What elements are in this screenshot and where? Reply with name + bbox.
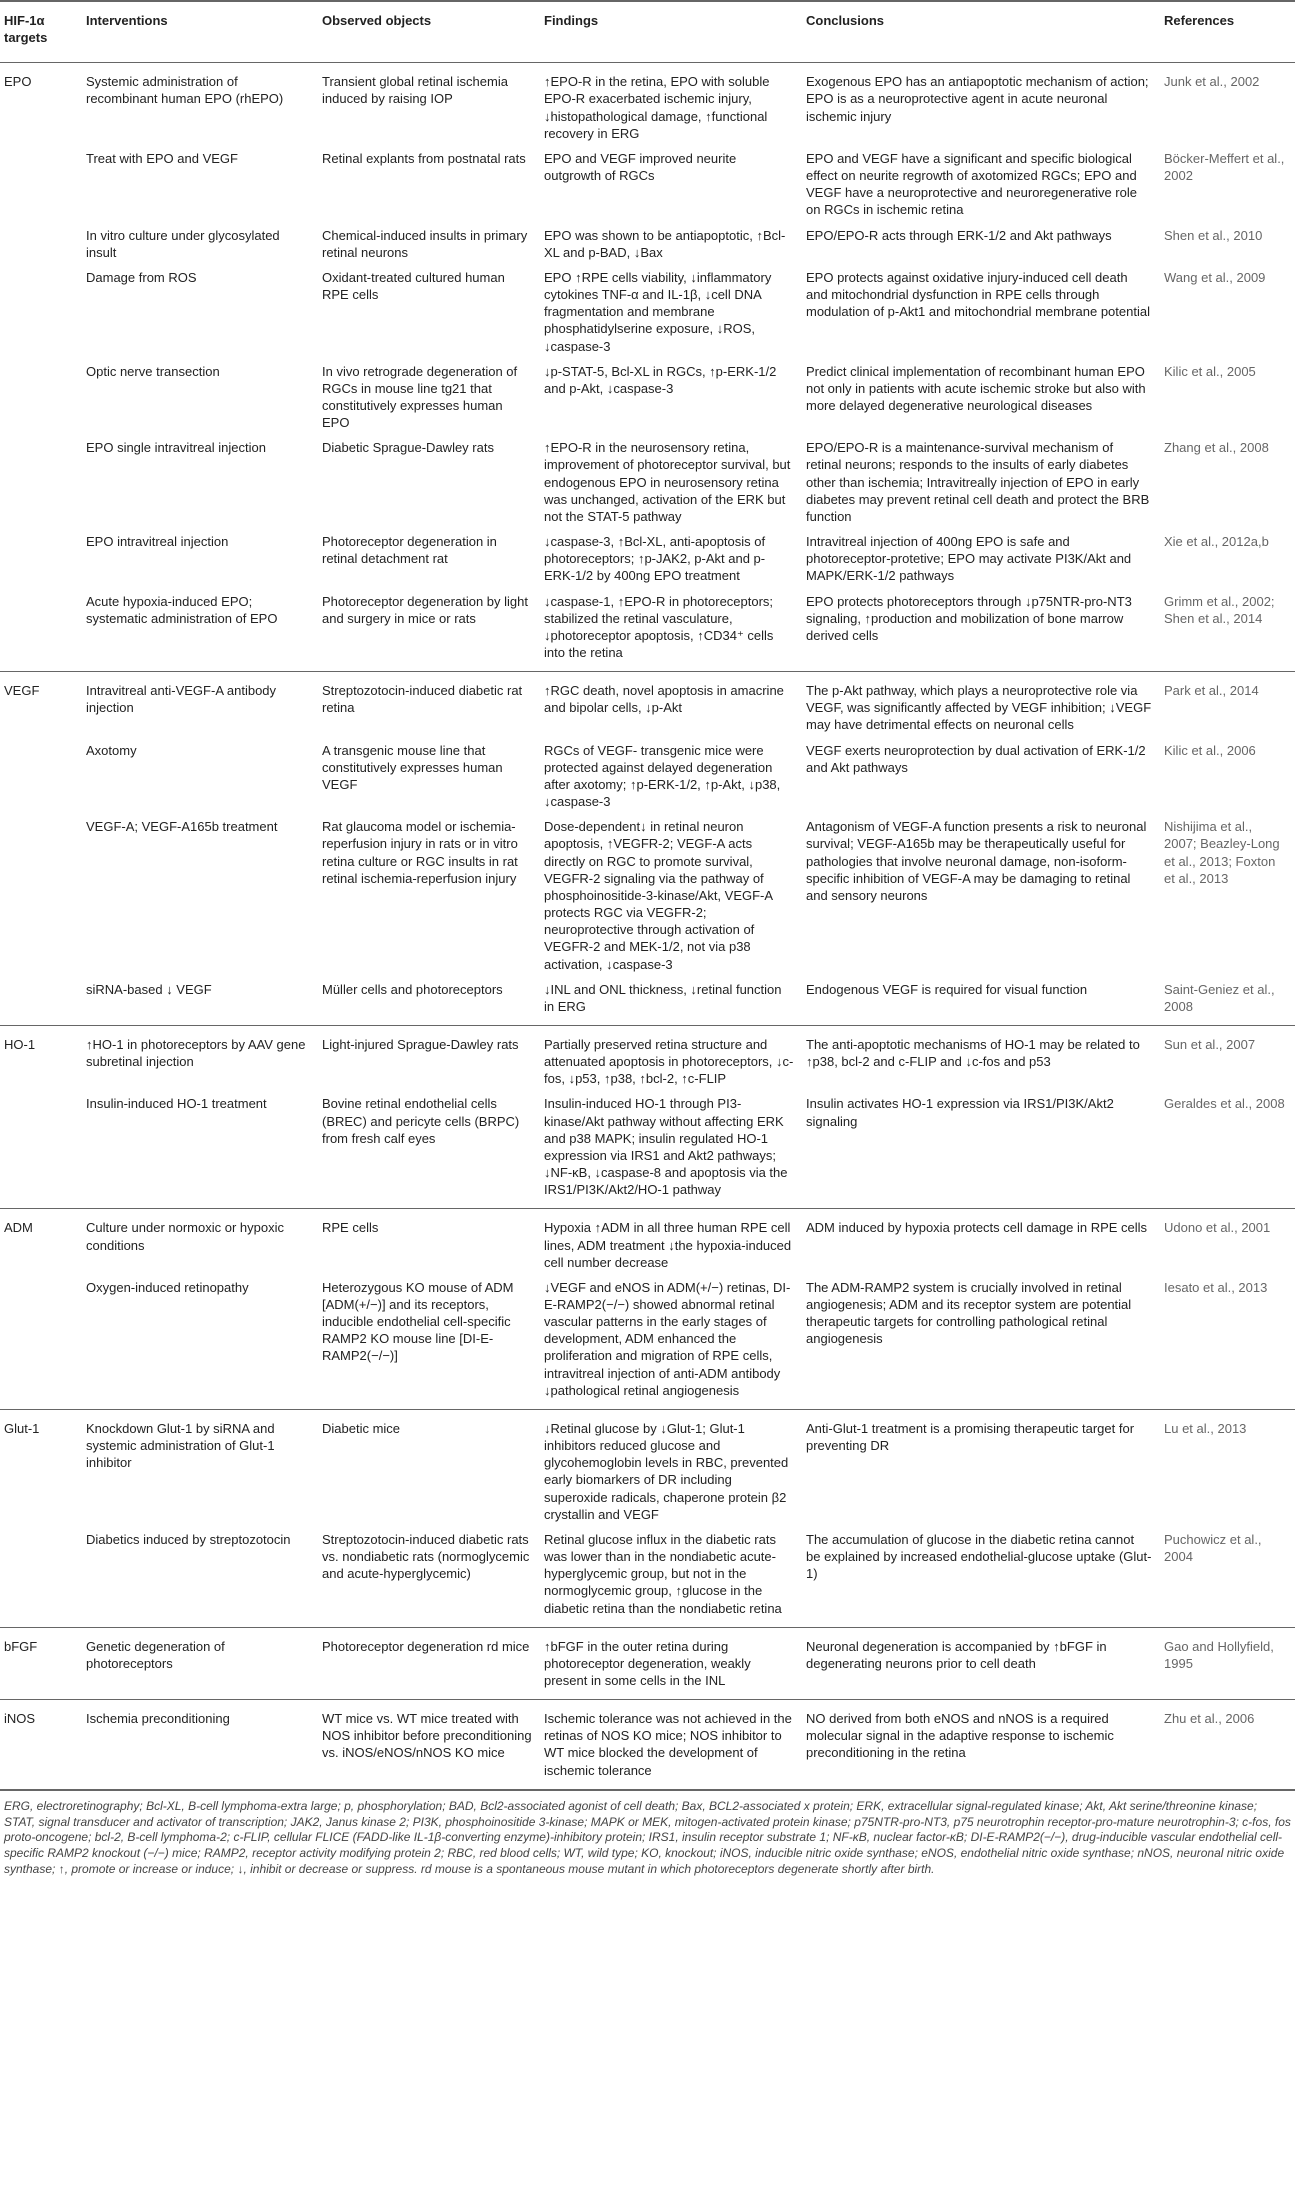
table-row [0, 435, 1295, 529]
interventions-cell: EPO intravitreal injection [86, 534, 229, 550]
target-cell [0, 589, 82, 672]
table-row [0, 529, 1295, 588]
table-row [0, 1700, 1295, 1789]
interventions-cell: VEGF-A; VEGF-A165b treatment [86, 819, 278, 835]
target-cell [0, 1091, 82, 1208]
findings-cell: Dose-dependent↓ in retinal neuron apoptosis, ↑VEGFR-2; VEGF-A acts directly on RGC to promote survival, VEGFR-2 signaling via the pathway of phosphoinositide-3-kinase/Akt, VEGF-A protects RGC via VEGFR-2; neuroprotective through activation of VEGFR-2 and MEK-1/2, not via p38 activation, ↓caspase-3 [544, 819, 773, 972]
conclusions-cell: ADM induced by hypoxia protects cell damage in RPE cells [802, 1209, 1160, 1275]
table-row [0, 1627, 1295, 1699]
table-row [0, 146, 1295, 223]
target-cell [0, 435, 82, 529]
table-row [0, 977, 1295, 1026]
interventions-cell: EPO single intravitreal injection [86, 440, 266, 456]
references-cell: Kilic et al., 2005 [1164, 363, 1256, 379]
references-cell: Puchowicz et al., 2004 [1164, 1531, 1262, 1565]
conclusions-cell: VEGF exerts neuroprotection by dual activation of ERK-1/2 and Akt pathways [806, 742, 1146, 775]
references-cell: Xie et al., 2012a,b [1164, 534, 1269, 550]
table-row [0, 814, 1295, 976]
findings-cell: Partially preserved retina structure and attenuated apoptosis in photoreceptors, ↓c-fos, ↓p53, ↑p38, ↑bcl-2, ↑c-FLIP [540, 1025, 802, 1091]
table-row [0, 265, 1295, 359]
findings-cell: ↓caspase-3, ↑Bcl-XL, anti-apoptosis of photoreceptors; ↑p-JAK2, p-Akt and p-ERK-1/2 by 400ng EPO treatment [544, 534, 766, 584]
findings-cell: ↓INL and ONL thickness, ↓retinal function in ERG [544, 981, 782, 1014]
conclusions-cell: NO derived from both eNOS and nNOS is a required molecular signal in the adaptive response to ischemic preconditioning in the retina [802, 1700, 1160, 1789]
table-row [0, 1025, 1295, 1091]
references-cell: Wang et al., 2009 [1164, 269, 1266, 285]
references-cell: Saint-Geniez et al., 2008 [1164, 981, 1275, 1014]
interventions-cell: Damage from ROS [86, 269, 197, 285]
conclusions-cell: Insulin activates HO-1 expression via IRS1/PI3K/Akt2 signaling [806, 1096, 1114, 1129]
target-cell: Glut-1 [0, 1409, 82, 1526]
conclusions-cell: The anti-apoptotic mechanisms of HO-1 may be related to ↑p38, bcl-2 and c-FLIP and ↓c-fos and p53 [802, 1025, 1160, 1091]
references-cell: Grimm et al., 2002; Shen et al., 2014 [1164, 593, 1275, 626]
conclusions-cell: The accumulation of glucose in the diabetic retina cannot be explained by increased endothelial-glucose uptake (Glut-1) [806, 1531, 1152, 1582]
table-row [0, 1275, 1295, 1410]
interventions-cell: Knockdown Glut-1 by siRNA and systemic administration of Glut-1 inhibitor [82, 1409, 318, 1526]
observed-objects-cell: RPE cells [318, 1209, 540, 1275]
references-cell: Park et al., 2014 [1160, 672, 1295, 738]
interventions-cell: ↑HO-1 in photoreceptors by AAV gene subretinal injection [82, 1025, 318, 1091]
findings-cell: ↑EPO-R in the retina, EPO with soluble EPO-R exacerbated ischemic injury, ↓histopathological damage, ↑functional recovery in ERG [540, 63, 802, 146]
target-cell [0, 738, 82, 815]
interventions-cell: Optic nerve transection [86, 363, 220, 379]
target-cell [0, 529, 82, 588]
observed-objects-cell: Heterozygous KO mouse of ADM [ADM(+/−)] and its receptors, inducible endothelial cell-specific RAMP2 KO mouse line [DI-E-RAMP2(−/−)] [322, 1279, 514, 1364]
observed-objects-cell: Photoreceptor degeneration by light and surgery in mice or rats [322, 593, 528, 626]
header-findings: Findings [540, 1, 802, 63]
target-cell: iNOS [0, 1700, 82, 1789]
interventions-cell: Axotomy [86, 742, 137, 758]
interventions-cell: Diabetics induced by streptozotocin [86, 1531, 291, 1547]
table-row [0, 672, 1295, 738]
conclusions-cell: Exogenous EPO has an antiapoptotic mechanism of action; EPO is as a neuroprotective agent in acute neuronal ischemic injury [802, 63, 1160, 146]
table-body [0, 63, 1295, 1789]
references-cell: Zhang et al., 2008 [1164, 440, 1269, 456]
observed-objects-cell: Transient global retinal ischemia induced by raising IOP [318, 63, 540, 146]
findings-cell: EPO ↑RPE cells viability, ↓inflammatory cytokines TNF-α and IL-1β, ↓cell DNA fragmentation and membrane phosphatidylserine exposure, ↓ROS, ↓caspase-3 [544, 269, 772, 354]
header-interventions: Interventions [82, 1, 318, 63]
conclusions-cell: The ADM-RAMP2 system is crucially involved in retinal angiogenesis; ADM and its receptor system are potential therapeutic targets for controlling pathological retinal angiogenesis [806, 1279, 1132, 1347]
findings-cell: Retinal glucose influx in the diabetic rats was lower than in the nondiabetic acute-hyperglycemic group, but not in the normoglycemic group, ↑glucose in the diabetic retina than the nondiabetic retina [544, 1531, 782, 1616]
references-cell: Kilic et al., 2006 [1164, 742, 1256, 758]
interventions-cell: Treat with EPO and VEGF [86, 150, 238, 166]
findings-cell: ↑bFGF in the outer retina during photoreceptor degeneration, weakly present in some cells in the INL [540, 1627, 802, 1699]
findings-cell: Insulin-induced HO-1 through PI3-kinase/Akt pathway without affecting ERK and p38 MAPK; insulin regulated HO-1 expression via IRS1 and Akt2 pathways; ↓NF-κB, ↓caspase-8 and apoptosis via the IRS1/PI3K/Akt2/HO-1 pathway [544, 1096, 788, 1198]
findings-cell: ↓p-STAT-5, Bcl-XL in RGCs, ↑p-ERK-1/2 and p-Akt, ↓caspase-3 [544, 363, 777, 396]
header-conclusions: Conclusions [802, 1, 1160, 63]
observed-objects-cell: Diabetic mice [318, 1409, 540, 1526]
interventions-cell: Ischemia preconditioning [82, 1700, 318, 1789]
observed-objects-cell: Light-injured Sprague-Dawley rats [318, 1025, 540, 1091]
findings-cell: ↑EPO-R in the neurosensory retina, improvement of photoreceptor survival, but endogenous EPO in neurosensory retina was unchanged, activation of the ERK but not the STAT-5 pathway [544, 440, 791, 524]
target-cell [0, 146, 82, 223]
references-cell: Shen et al., 2010 [1164, 227, 1263, 243]
table-header [0, 1, 1295, 63]
observed-objects-cell: Retinal explants from postnatal rats [322, 150, 526, 166]
conclusions-cell: Anti-Glut-1 treatment is a promising therapeutic target for preventing DR [802, 1409, 1160, 1526]
references-cell: Geraldes et al., 2008 [1164, 1096, 1285, 1112]
findings-cell: EPO and VEGF improved neurite outgrowth of RGCs [544, 150, 737, 184]
observed-objects-cell: Streptozotocin-induced diabetic rats vs. nondiabetic rats (normoglycemic and acute-hyperglycemic) [322, 1531, 530, 1582]
interventions-cell: Systemic administration of recombinant human EPO (rhEPO) [82, 63, 318, 146]
findings-cell: ↓Retinal glucose by ↓Glut-1; Glut-1 inhibitors reduced glucose and glycohemoglobin levels in RBC, prevented early biomarkers of DR including superoxide radicals, chaperone protein β2 crystallin and VEGF [540, 1409, 802, 1526]
conclusions-cell: Predict clinical implementation of recombinant human EPO not only in patients with acute ischemic stroke but also with more delayed degenerative neurological diseases [806, 363, 1146, 413]
table-row [0, 1527, 1295, 1627]
conclusions-cell: Neuronal degeneration is accompanied by ↑bFGF in degenerating neurons prior to cell death [802, 1627, 1160, 1699]
conclusions-cell: EPO protects against oxidative injury-induced cell death and mitochondrial dysfunction in RPE cells through modulation of p-Akt1 and mitochondrial membrane potential [806, 269, 1150, 320]
findings-cell: ↓caspase-1, ↑EPO-R in photoreceptors; stabilized the retinal vasculature, ↓photoreceptor apoptosis, ↑CD34⁺ cells into the retina [544, 593, 774, 660]
table-footnote: ERG, electroretinography; Bcl-XL, B-cell lymphoma-extra large; p, phosphorylation; BAD, Bcl2-associated agonist of cell death; Bax, BCL2-associated x protein; ERK, extracellular signal-regulated kinase; Akt, Akt serine/threonine kinase; STAT, signal transducer and activator of transcription; JAK2, Janus kinase 2; PI3K, phosphoinositide 3-kinase; MAPK or MEK, mitogen-activated protein kinase; p75NTR-pro-NT3, p75 neurotrophin receptor-pro-mature neurotrophin-3; c-fos, fos proto-oncogene; bcl-2, B-cell lymphoma-2; c-FLIP, cellular FLICE (FADD-like IL-1β-converting enzyme)-inhibitory protein; IRS1, insulin receptor substrate 1; NF-κB, nuclear factor-κB; DI-E-RAMP2(−/−), drug-inducible vascular endothelial cell-specific RAMP2 knockout (−/−) mice; RAMP2, receptor activity modifying protein 2; RBC, red blood cells; WT, wild type; KO, knockout; iNOS, inducible nitric oxide synthase; eNOS, endothelial nitric oxide synthase; nNOS, neuronal nitric oxide synthase; ↑, promote or increase or induce; ↓, inhibit or decrease or suppress. rd mouse is a spontaneous mouse mutant in which photoreceptors degenerate shortly after birth. [0, 1789, 1295, 1888]
observed-objects-cell: Chemical-induced insults in primary retinal neurons [322, 227, 528, 260]
findings-cell: ↑RGC death, novel apoptosis in amacrine and bipolar cells, ↓p-Akt [540, 672, 802, 738]
target-cell [0, 265, 82, 359]
interventions-cell: siRNA-based ↓ VEGF [86, 981, 212, 997]
header-references: References [1160, 1, 1295, 63]
references-cell: Junk et al., 2002 [1160, 63, 1295, 146]
target-cell: HO-1 [0, 1025, 82, 1091]
target-cell: VEGF [0, 672, 82, 738]
observed-objects-cell: Bovine retinal endothelial cells (BREC) and pericyte cells (BRPC) from fresh calf eyes [322, 1096, 520, 1146]
conclusions-cell: EPO and VEGF have a significant and specific biological effect on neurite regrowth of axotomized RGCs; EPO and VEGF have a neuroprotective and neuroregenerative role on RGCs in ischemic retina [806, 150, 1137, 218]
table-row [0, 589, 1295, 672]
references-cell: Iesato et al., 2013 [1164, 1279, 1268, 1295]
findings-cell: EPO was shown to be antiapoptotic, ↑Bcl-XL and p-BAD, ↓Bax [544, 227, 786, 260]
references-cell: Böcker-Meffert et al., 2002 [1164, 150, 1285, 184]
observed-objects-cell: Photoreceptor degeneration rd mice [318, 1627, 540, 1699]
table-row [0, 738, 1295, 815]
observed-objects-cell: Diabetic Sprague-Dawley rats [322, 440, 494, 456]
table-row [0, 1209, 1295, 1275]
references-cell: Lu et al., 2013 [1160, 1409, 1295, 1526]
table-row [0, 63, 1295, 146]
target-cell [0, 814, 82, 976]
conclusions-cell: Endogenous VEGF is required for visual function [806, 981, 1088, 997]
table-row [0, 223, 1295, 265]
target-cell [0, 977, 82, 1026]
observed-objects-cell: Photoreceptor degeneration in retinal detachment rat [322, 534, 497, 567]
findings-cell: RGCs of VEGF- transgenic mice were protected against delayed degeneration after axotomy; ↑p-ERK-1/2, ↑p-Akt, ↓p38, ↓caspase-3 [544, 742, 781, 810]
conclusions-cell: EPO/EPO-R is a maintenance-survival mechanism of retinal neurons; responds to the insults of early diabetes other than ischemia; Intravitreally injection of EPO in early diabetes may prevent retinal cell death and protect the BRB function [806, 440, 1150, 524]
table-row [0, 1409, 1295, 1526]
interventions-cell: Culture under normoxic or hypoxic conditions [82, 1209, 318, 1275]
references-cell: Zhu et al., 2006 [1160, 1700, 1295, 1789]
interventions-cell: In vitro culture under glycosylated insult [86, 227, 280, 260]
references-cell: Sun et al., 2007 [1160, 1025, 1295, 1091]
header-targets: HIF-1α targets [0, 1, 82, 63]
header-row [0, 1, 1295, 63]
conclusions-cell: Intravitreal injection of 400ng EPO is safe and photoreceptor-protetive; EPO may activate PI3K/Akt and MAPK/ERK-1/2 pathways [806, 534, 1132, 584]
header-observed-objects: Observed objects [318, 1, 540, 63]
target-cell: bFGF [0, 1627, 82, 1699]
target-cell [0, 359, 82, 436]
findings-cell: Ischemic tolerance was not achieved in the retinas of NOS KO mice; NOS inhibitor to WT mice blocked the development of ischemic tolerance [540, 1700, 802, 1789]
interventions-cell: Acute hypoxia-induced EPO; systematic administration of EPO [86, 593, 278, 626]
conclusions-cell: Antagonism of VEGF-A function presents a risk to neuronal survival; VEGF-A165b may be therapeutically useful for pathologies that involve neuronal damage, non-isoform-specific inhibition of VEGF-A may be damaging to retinal and sensory neurons [806, 819, 1147, 903]
references-cell: Gao and Hollyfield, 1995 [1160, 1627, 1295, 1699]
interventions-cell: Insulin-induced HO-1 treatment [86, 1096, 267, 1112]
target-cell [0, 1527, 82, 1627]
table-row [0, 359, 1295, 436]
target-cell [0, 1275, 82, 1410]
observed-objects-cell: In vivo retrograde degeneration of RGCs in mouse line tg21 that constitutively expresses human EPO [322, 363, 518, 431]
interventions-cell: Intravitreal anti-VEGF-A antibody injection [82, 672, 318, 738]
table-row [0, 1091, 1295, 1208]
observed-objects-cell: Rat glaucoma model or ischemia-reperfusion injury in rats or in vitro retina culture or RGC insults in rat retinal ischemia-reperfusion injury [322, 819, 518, 886]
observed-objects-cell: Streptozotocin-induced diabetic rat retina [318, 672, 540, 738]
findings-cell: Hypoxia ↑ADM in all three human RPE cell lines, ADM treatment ↓the hypoxia-induced cell number decrease [540, 1209, 802, 1275]
target-cell [0, 223, 82, 265]
conclusions-cell: The p-Akt pathway, which plays a neuroprotective role via VEGF, was significantly affected by VEGF inhibition; ↓VEGF may have detrimental effects on neuronal cells [802, 672, 1160, 738]
conclusions-cell: EPO/EPO-R acts through ERK-1/2 and Akt pathways [806, 227, 1112, 243]
observed-objects-cell: Müller cells and photoreceptors [322, 981, 503, 997]
findings-cell: ↓VEGF and eNOS in ADM(+/−) retinas, DI-E-RAMP2(−/−) showed abnormal retinal vascular patterns in the early stages of development, ADM enhanced the proliferation and migration of RPE cells, intravitreal injection of anti-ADM antibody ↓pathological retinal angiogenesis [544, 1279, 791, 1398]
conclusions-cell: EPO protects photoreceptors through ↓p75NTR-pro-NT3 signaling, ↑production and mobilization of bone marrow derived cells [806, 593, 1132, 643]
observed-objects-cell: Oxidant-treated cultured human RPE cells [322, 269, 505, 303]
references-cell: Udono et al., 2001 [1160, 1209, 1295, 1275]
interventions-cell: Genetic degeneration of photoreceptors [82, 1627, 318, 1699]
interventions-cell: Oxygen-induced retinopathy [86, 1279, 249, 1295]
observed-objects-cell: WT mice vs. WT mice treated with NOS inhibitor before preconditioning vs. iNOS/eNOS/nNOS KO mice [318, 1700, 540, 1789]
references-cell: Nishijima et al., 2007; Beazley-Long et al., 2013; Foxton et al., 2013 [1164, 819, 1280, 886]
target-cell: EPO [0, 63, 82, 146]
observed-objects-cell: A transgenic mouse line that constitutively expresses human VEGF [322, 742, 503, 792]
target-cell: ADM [0, 1209, 82, 1275]
